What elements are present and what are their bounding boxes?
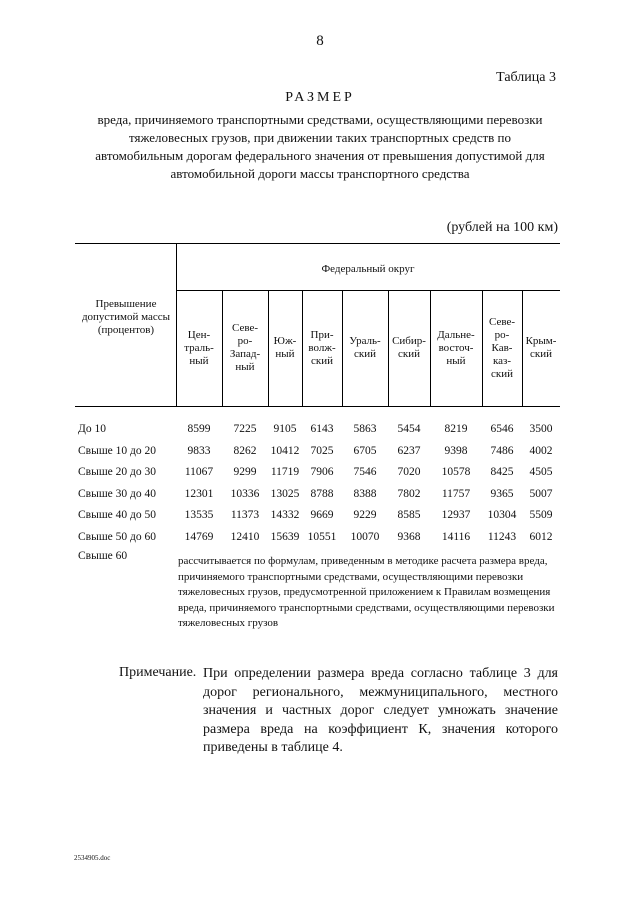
table-cell: 8388 [353,487,377,500]
table-cell: 7020 [397,466,421,478]
units-label: (рублей на 100 км) [446,220,558,235]
column-header: Дальне- восточ- ный [437,328,475,367]
table-cell: 8219 [444,423,468,435]
table-cell: 8599 [187,423,211,435]
table-cell: 10336 [230,487,260,500]
table-cell: 12937 [441,509,471,521]
heading: РАЗМЕР [285,90,355,105]
table-cell: 6546 [490,423,514,435]
column-header: Севе- ро- Запад- ный [229,322,261,373]
table-cell: 6237 [397,444,421,457]
row-label: Свыше 40 до 50 [78,509,157,521]
group-header-federal-district: Федеральный округ [321,263,415,275]
table-top-rule [75,243,560,244]
last-row-text: рассчитывается по формулам, приведенным в методике расчета размера вреда, причиняемого транспортными средствами, осуществляющими перевозки тяжеловесных грузов, предусмотренной приложением к Правилам возмещения вреда, причиняемого транспортными средствами, осуществляющими перевозки тяжеловесных грузов [178,555,555,630]
table-cell: 7225 [233,423,257,435]
column-header: При- волж- ский [308,328,336,367]
table-cell: 11067 [184,466,214,478]
document-id: 2534905.doc [74,854,111,862]
table-cell: 9833 [187,444,211,457]
table-cell: 11719 [270,466,300,478]
row-label: До 10 [78,423,106,435]
column-header: Ураль- ский [349,335,381,360]
table-cell: 14116 [441,530,471,543]
table-cell: 9398 [444,444,468,457]
subtitle: вреда, причиняемого транспортными средствами, осуществляющими перевозки тяжеловесных грузов, при движении таких транспортных средств по автомобильным дорогам федерального значения от превышения допустимой для автомобильной дороги массы транспортного средства [95,112,545,181]
note-label: Примечание. [119,665,197,680]
table-cell: 11243 [487,530,517,543]
table-cell: 10304 [487,509,517,521]
table-cell: 9105 [273,423,297,435]
table-cell: 7546 [353,466,377,478]
table-header-bottom-rule [75,406,560,407]
table-cell: 3500 [529,423,553,435]
table-cell: 7802 [397,487,421,500]
table-cell: 6012 [529,530,553,543]
table-cell: 8585 [397,509,421,521]
row-header: Превышение допустимой массы (процентов) [81,298,171,336]
column-header: Сибир- ский [392,335,426,360]
table-cell: 14332 [270,509,300,521]
table-cell: 4002 [529,444,553,457]
row-label: Свыше 50 до 60 [78,530,157,543]
table-cell: 5509 [529,509,553,521]
table-cell: 5007 [529,487,553,500]
table-cell: 13025 [270,487,300,500]
table-cell: 15639 [270,530,300,543]
table-cell: 9669 [310,509,334,521]
column-header: Севе- ро- Кав- каз- ский [488,315,516,380]
table-cell: 14769 [184,530,214,543]
row-label: Свыше 10 до 20 [78,444,157,457]
table-cell: 12410 [230,530,260,543]
table-cell: 8425 [490,466,514,478]
last-row-label: Свыше 60 [78,550,128,562]
table-cell: 10551 [307,530,337,543]
page-number: 8 [316,33,324,49]
note-text: При определении размера вреда согласно таблице 3 для дорог регионального, межмуниципального, местного значения и частных дорог следует умножать значение размера вреда на коэффициент К, значения которого приведены в таблице 4. [203,666,558,755]
table-cell: 8788 [310,487,334,500]
table-cell: 5454 [397,423,421,435]
table-cell: 9229 [353,509,377,521]
table-cell: 7025 [310,444,334,457]
table-cell: 10070 [350,530,380,543]
table-cell: 4505 [529,466,553,478]
table-cell: 5863 [353,423,377,435]
table-cell: 6705 [353,444,377,457]
table-id: Таблица 3 [496,70,556,85]
table-cell: 10412 [270,444,300,457]
table-cell: 9365 [490,487,514,500]
column-header: Крым- ский [525,335,557,360]
table-cell: 13535 [184,509,214,521]
table-cell: 10578 [441,466,471,478]
group-header-rule [176,290,560,291]
table-cell: 7486 [490,444,514,457]
table-cell: 9368 [397,530,421,543]
column-header: Цен- траль- ный [184,328,214,367]
table-cell: 6143 [310,423,334,435]
table-cell: 12301 [184,487,214,500]
table-cell: 9299 [233,466,257,478]
table-cell: 11373 [230,509,260,521]
table-cell: 8262 [233,444,257,457]
row-label: Свыше 20 до 30 [78,466,157,478]
table-cell: 11757 [441,487,471,500]
table-cell: 7906 [310,466,334,478]
row-label: Свыше 30 до 40 [78,487,157,500]
column-header: Юж- ный [273,335,297,360]
